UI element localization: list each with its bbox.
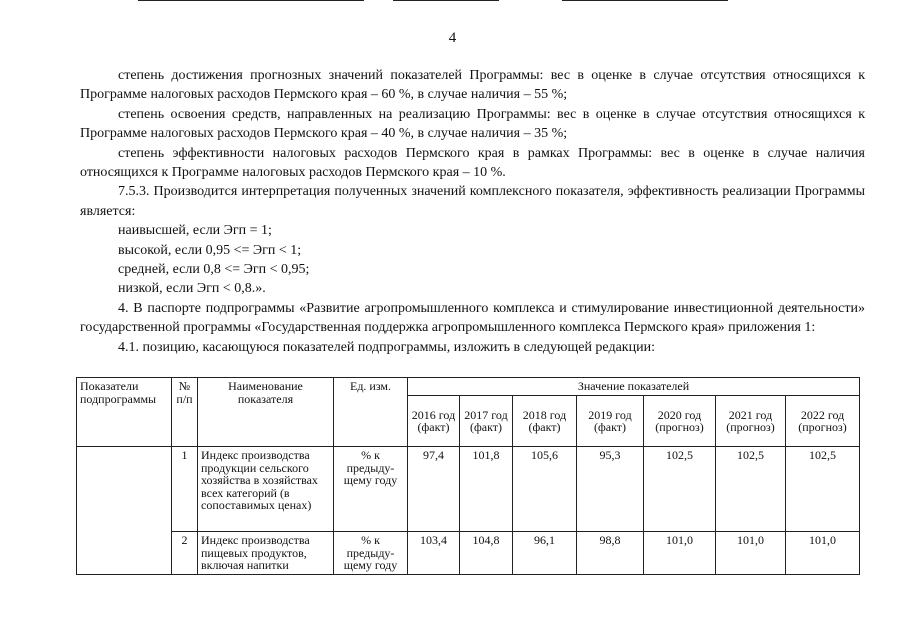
row-value-2017: 101,8 — [460, 447, 513, 532]
header-subprogram: Показатели подпрограммы — [77, 378, 172, 447]
row-indicator-name: Индекс производства продукции сельского хозяйства в хозяйствах всех категорий (в сопоставимых ценах) — [198, 447, 334, 532]
body-text — [80, 66, 865, 357]
row-num: 1 — [172, 447, 198, 532]
row-value-2019: 95,3 — [577, 447, 644, 532]
row-num: 2 — [172, 532, 198, 575]
row-value-2017: 104,8 — [460, 532, 513, 575]
paragraph-forecast-weight: степень достижения прогнозных значений показателей Программы: вес в оценке в случае отсутствия относящихся к Программе налоговых расходов Пермского края – 60 %, в случае наличия – 55 %; — [80, 68, 865, 103]
row-unit: % к предыду-щему году — [334, 447, 408, 532]
header-year-2022: 2022 год (прогноз) — [786, 396, 860, 447]
row-value-2020: 101,0 — [644, 532, 716, 575]
header-year-2019: 2019 год (факт) — [577, 396, 644, 447]
top-rule-right — [562, 0, 728, 1]
paragraph-tax-weight: степень эффективности налоговых расходов Пермского края в рамках Программы: вес в оценке в случае наличия относящихся к Программе налоговых расходов Пермского края – 10 %. — [80, 145, 865, 181]
page-number: 4 — [448, 30, 457, 46]
indicators-table — [76, 377, 860, 575]
table-row — [77, 532, 860, 575]
paragraph-position: 4.1. позицию, касающуюся показателей подпрограммы, изложить в следующей редакции: — [118, 339, 655, 355]
paragraph-interpretation: 7.5.3. Производится интерпретация полученных значений комплексного показателя, эффективность реализации Программы является: — [80, 184, 865, 219]
row-value-2020: 102,5 — [644, 447, 716, 532]
header-year-2017: 2017 год (факт) — [460, 396, 513, 447]
row-value-2021: 102,5 — [716, 447, 786, 532]
row-value-2018: 105,6 — [513, 447, 577, 532]
paragraph-passport: 4. В паспорте подпрограммы «Развитие агропромышленного комплекса и стимулирование инвестиционной деятельности» государственной программы «Государственная поддержка агропромышленного комплекса Пермского края» приложения 1: — [80, 300, 865, 336]
paragraph-highest: наивысшей, если Эгп = 1; — [118, 223, 272, 239]
paragraph-high: высокой, если 0,95 <= Эгп < 1; — [118, 242, 302, 258]
header-year-2018: 2018 год (факт) — [513, 396, 577, 447]
paragraph-medium: средней, если 0,8 <= Эгп < 0,95; — [118, 262, 310, 278]
row-value-2019: 98,8 — [577, 532, 644, 575]
paragraph-low: низкой, если Эгп < 0,8.». — [118, 281, 266, 297]
header-indicator-name: Наименование показателя — [198, 378, 334, 447]
table-header-row — [77, 378, 860, 396]
header-year-2016: 2016 год (факт) — [408, 396, 460, 447]
row-value-2021: 101,0 — [716, 532, 786, 575]
paragraph-funds-weight: степень освоения средств, направленных на реализацию Программы: вес в оценке в случае отсутствия относящихся к Программе налоговых расходов Пермского края – 40 %, в случае наличия – 35 %; — [80, 106, 865, 142]
row-unit: % к предыду-щему году — [334, 532, 408, 575]
row-value-2016: 103,4 — [408, 532, 460, 575]
header-unit: Ед. изм. — [334, 378, 408, 447]
row-value-2022: 101,0 — [786, 532, 860, 575]
header-num: № п/п — [172, 378, 198, 447]
header-year-2021: 2021 год (прогноз) — [716, 396, 786, 447]
header-year-2020: 2020 год (прогноз) — [644, 396, 716, 447]
row-value-2016: 97,4 — [408, 447, 460, 532]
header-values-group: Значение показателей — [408, 378, 860, 396]
top-rule-left — [138, 0, 364, 1]
row-value-2022: 102,5 — [786, 447, 860, 532]
top-rule-middle — [393, 0, 499, 1]
subprogram-cell — [77, 447, 172, 575]
table-row — [77, 447, 860, 532]
row-indicator-name: Индекс производства пищевых продуктов, включая напитки — [198, 532, 334, 575]
row-value-2018: 96,1 — [513, 532, 577, 575]
